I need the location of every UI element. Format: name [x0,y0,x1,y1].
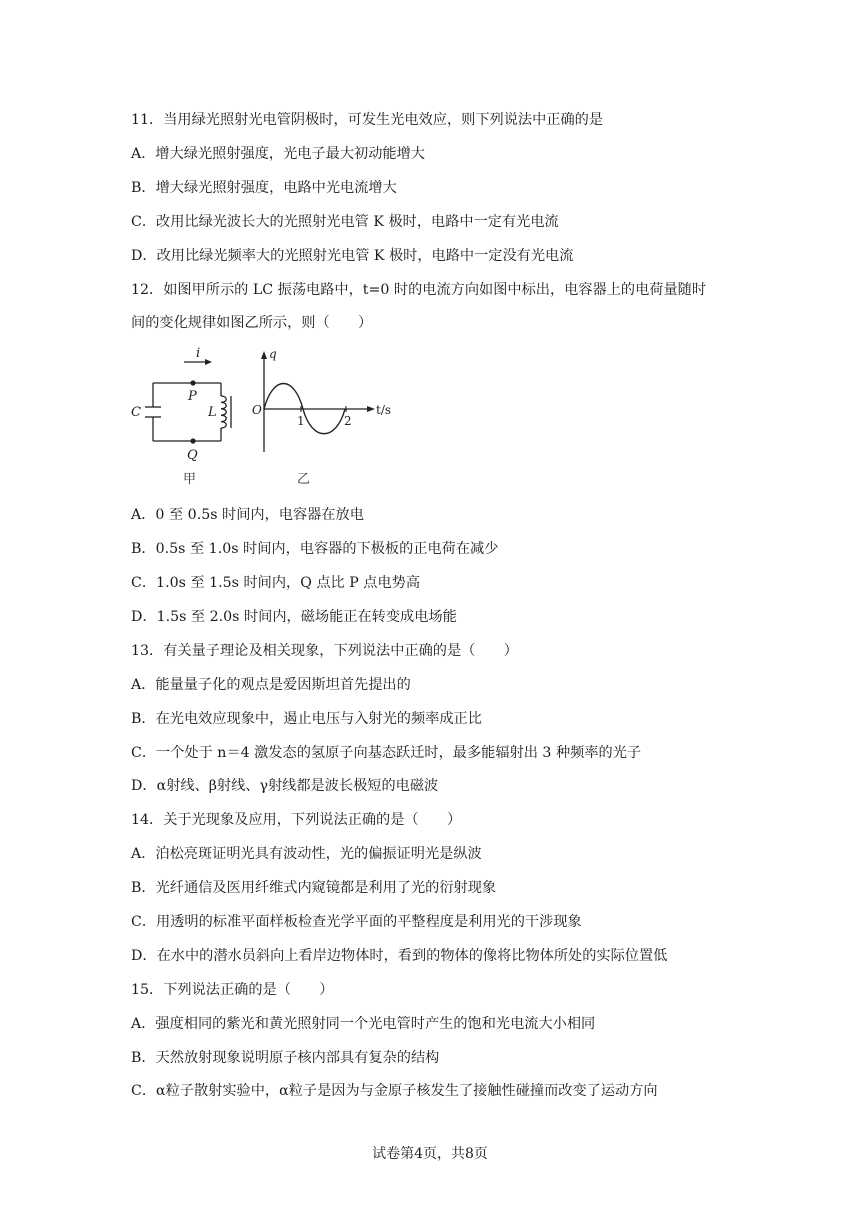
page-footer: 试卷第4页，共8页 [372,1146,488,1162]
q11-stem: 11．当用绿光照射光电管阴极时，可发生光电效应，则下列说法中正确的是 [131,112,604,128]
q15-stem: 15．下列说法正确的是（ ） [131,982,334,998]
q12-option-c: C．1.0s 至 1.5s 时间内，Q 点比 P 点电势高 [131,575,421,591]
label-y-axis: q [269,347,277,361]
q12-figure [128,346,398,492]
point-p [190,380,195,385]
label-tick-1: 1 [297,414,305,428]
q-t-graph [261,351,375,452]
q11-option-c: C．改用比绿光波长大的光照射光电管 K 极时，电路中一定有光电流 [131,214,559,230]
q12-stem-line2: 间的变化规律如图乙所示，则（ ） [131,315,373,331]
caption-jia: 甲 [183,472,197,487]
label-x-axis: t/s [376,403,392,417]
q12-stem-line1: 12．如图甲所示的 LC 振荡电路中，t=0 时的电流方向如图中标出，电容器上的电荷量随时 [131,282,707,298]
q13-option-c: C．一个处于 n＝4 激发态的氢原子向基态跃迁时，最多能辐射出 3 种频率的光子 [131,745,642,761]
q12-option-b: B．0.5s 至 1.0s 时间内，电容器的下极板的正电荷在减少 [131,541,499,557]
q12-option-d: D．1.5s 至 2.0s 时间内，磁场能正在转变成电场能 [131,609,457,625]
q13-option-a: A．能量量子化的观点是爱因斯坦首先提出的 [131,677,411,693]
q15-option-b: B．天然放射现象说明原子核内部具有复杂的结构 [131,1050,440,1066]
q11-option-d: D．改用比绿光频率大的光照射光电管 K 极时，电路中一定没有光电流 [131,248,574,264]
q14-stem: 14．关于光现象及应用，下列说法正确的是（ ） [131,812,462,828]
label-origin: O [252,403,262,417]
q13-stem: 13．有关量子理论及相关现象，下列说法中正确的是（ ） [131,643,518,659]
q14-option-a: A．泊松亮斑证明光具有波动性，光的偏振证明光是纵波 [131,846,482,862]
q13-option-d: D．α射线、β射线、γ射线都是波长极短的电磁波 [131,778,439,794]
label-p: P [188,389,197,404]
q11-option-a: A．增大绿光照射强度，光电子最大初动能增大 [131,146,425,162]
label-c: C [131,405,141,420]
q12-option-a: A．0 至 0.5s 时间内，电容器在放电 [131,507,364,523]
label-q: Q [187,448,198,463]
q14-option-c: C．用透明的标准平面样板检查光学平面的平整程度是利用光的干涉现象 [131,914,582,930]
q13-option-b: B．在光电效应现象中，遏止电压与入射光的频率成正比 [131,711,482,727]
label-i: i [196,346,201,361]
label-l: L [208,405,217,420]
q14-option-d: D．在水中的潜水员斜向上看岸边物体时，看到的物体的像将比物体所处的实际位置低 [131,948,668,964]
label-tick-2: 2 [344,414,352,428]
inductor-symbol [221,396,226,428]
q14-option-b: B．光纤通信及医用纤维式内窥镜都是利用了光的衍射现象 [131,880,497,896]
q15-option-a: A．强度相同的紫光和黄光照射同一个光电管时产生的饱和光电流大小相同 [131,1016,596,1032]
q11-option-b: B．增大绿光照射强度，电路中光电流增大 [131,180,397,196]
point-q [190,438,195,443]
caption-yi: 乙 [297,472,311,487]
q15-option-c: C．α粒子散射实验中，α粒子是因为与金原子核发生了接触性碰撞而改变了运动方向 [131,1083,658,1099]
